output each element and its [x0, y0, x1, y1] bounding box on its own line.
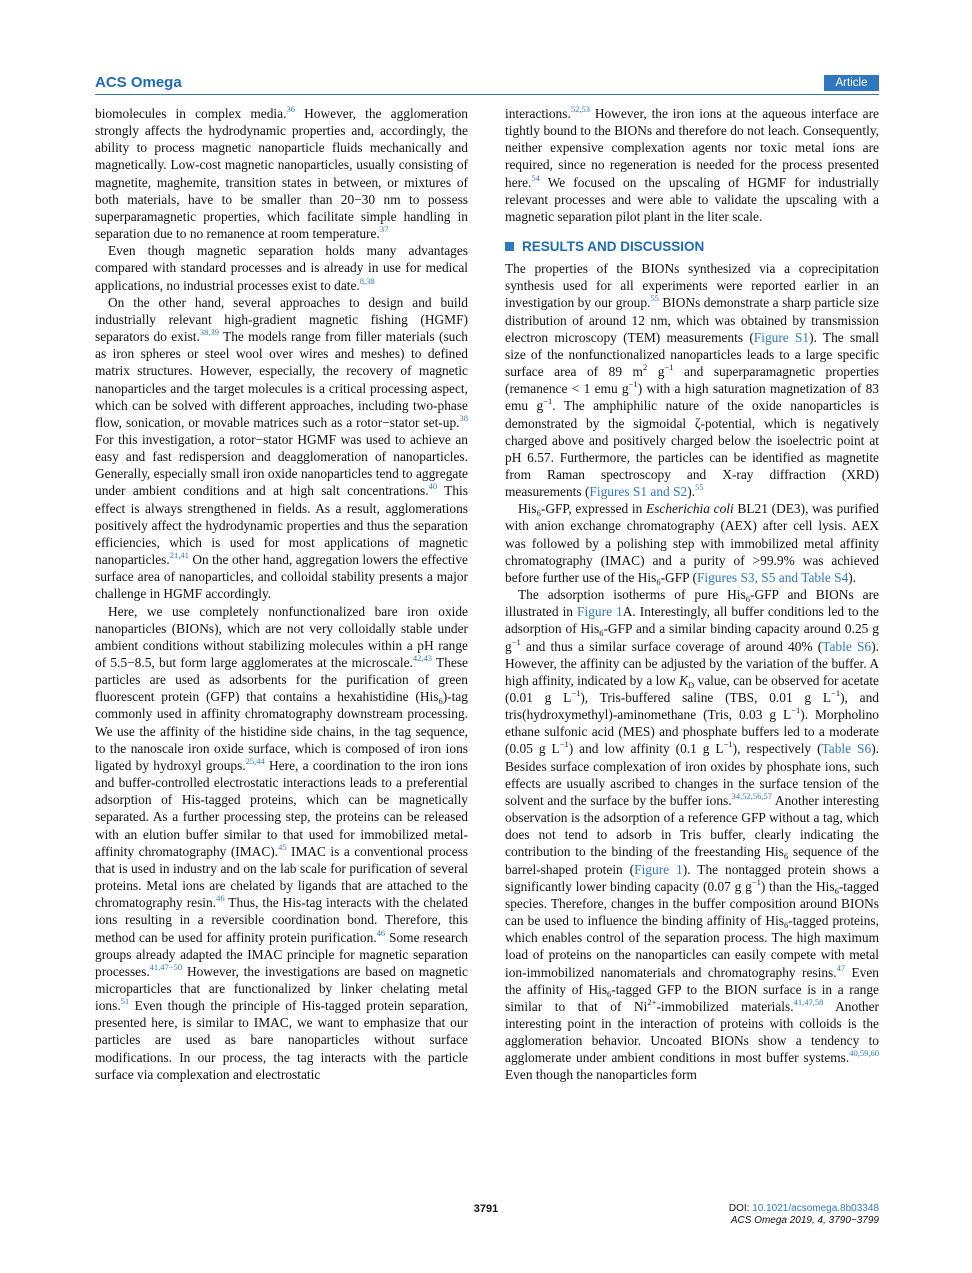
text-run: ). The nontagged protein shows a significantly lower binding capacity (0.07 g g [505, 861, 879, 894]
reference-link[interactable]: 51 [120, 996, 130, 1007]
text-run: ). [687, 484, 696, 500]
article-type-badge: Article [824, 75, 879, 91]
reference-link[interactable]: 41,47−50 [149, 961, 183, 972]
subscript: 6 [783, 851, 789, 862]
superscript: −1 [723, 739, 733, 750]
text-run: ). Morpholino ethane sulfonic acid (MES) and phosphate buffers led to a moderate (0.05 g L [505, 707, 879, 757]
left-column [95, 105, 468, 1190]
table-link[interactable]: Table S6 [821, 741, 872, 757]
figure-link[interactable]: Figures S3, S5 and Table S4 [696, 569, 849, 585]
text-run: sequence of the barrel-shaped protein ( [505, 844, 879, 877]
text-run: On the other hand, aggregation lowers the effective surface area of nanoparticles, and colloidal stability presents a major challenge in HGMF accordingly. [95, 552, 468, 602]
superscript: −1 [571, 688, 581, 698]
reference-link[interactable]: 40 [428, 481, 438, 492]
text-run: ). However, the affinity can be adjusted by the variation of the buffer. A high affinity, indicated by a low [505, 638, 879, 688]
text-run: We focused on the upscaling of HGMF for industrially relevant processes and were able to validate the upscaling with a magnetic separation pilot plant in the liter scale. [505, 174, 879, 224]
subscript: 6 [834, 885, 839, 896]
text-run: ) and low affinity (0.1 g L [568, 741, 724, 757]
text-run: ). [848, 569, 857, 585]
right-paragraph-2 [505, 260, 879, 500]
left-paragraph-4 [95, 603, 468, 1083]
text-run: A. Interestingly, all buffer conditions led to the adsorption of His [505, 604, 879, 637]
reference-link[interactable]: 41,47,58 [793, 996, 824, 1007]
page-header [95, 73, 879, 93]
figure-link[interactable]: Figure S1 [753, 329, 810, 345]
superscript: −1 [664, 362, 674, 373]
text-run: Some research groups already adapted the IMAC principle for magnetic separation processes. [95, 929, 468, 979]
doi-link[interactable]: 10.1021/acsomega.8b03348 [752, 1203, 879, 1214]
subscript: D [688, 679, 695, 690]
doi-line [729, 1203, 879, 1215]
subscript: 6 [656, 576, 661, 587]
text-run: biomolecules in complex media. [95, 106, 287, 121]
text-run: ), Tris-buffered saline (TBS, 0.01 g L [580, 690, 832, 705]
text-run: The models range from filler materials (such as iron spheres or steel wool over wires and meshes) to defined matrix structures. However, especially, the recovery of magnetic nanoparticles and the target molecules is a critical processing aspect, which can be solved with different approaches, including two-phase flow, sonication, or movable matrices such as a rotor−stator set-up. [95, 329, 468, 430]
reference-link[interactable]: 45 [278, 841, 287, 852]
reference-link[interactable]: 8,38 [359, 275, 375, 286]
text-run: On the other hand, several approaches to design and build industrially relevant high-gradient magnetic fishing (HGMF) separators do exist. [95, 294, 468, 345]
header-rule [95, 94, 879, 95]
text-run: This effect is always strengthened in fields. As a result, agglomerations positively affect the hydrodynamic properties and thus the separation efficiencies, which is used for most applications of magnetic nanoparticles. [95, 483, 468, 568]
text-run: IMAC is a conventional process that is used in industry and on the lab scale for purification of several proteins. Metal ions are chelated by ligands that are attached to the chromatography resin. [95, 843, 468, 911]
superscript: 2+ [647, 996, 657, 1007]
right-paragraph-1 [505, 105, 879, 225]
text-run: Even though the nanoparticles form [505, 1067, 697, 1083]
superscript: −1 [831, 688, 841, 698]
subscript: 6 [536, 508, 541, 519]
text-run: and thus a similar surface coverage of around 40% ( [520, 638, 823, 654]
text-run: . The amphiphilic nature of the oxide nanoparticles is demonstrated by the sigmoidal ζ-potential, which is negatively charged above and positively charged below the isoelectric point at pH 6.57. Furthermore, the particles can be identified as magnetite from Raman spectroscopy and X-ray diffraction (XRD) measurements ( [505, 398, 879, 500]
figure-link[interactable]: Figures S1 and S2 [589, 484, 688, 500]
text-run: Another interesting point in the interaction of proteins with colloids is the agglomeration behavior. Uncoated BIONs show a tendency to agglomerate under ambient conditions in most buffer systems. [505, 998, 879, 1066]
reference-link[interactable]: 38,39 [199, 327, 219, 338]
subscript: 6 [745, 594, 750, 605]
superscript: −1 [543, 396, 553, 407]
italic-term: K [679, 672, 689, 688]
superscript: −1 [559, 739, 569, 750]
reference-link[interactable]: 46 [216, 893, 225, 904]
reference-link[interactable]: 34,52,56,57 [731, 790, 772, 801]
text-run: -tagged GFP to the BION surface is in a range similar to that of Ni [505, 981, 879, 1014]
text-run: -GFP and BIONs are illustrated in [505, 587, 879, 620]
subscript: 6 [784, 920, 789, 931]
journal-name: ACS Omega [95, 74, 182, 91]
text-run: Even the affinity of His [505, 964, 879, 997]
text-run: )-tag commonly used in affinity chromatography downstream processing. We use the affinity of the histidine side chains, in the tag sequence, to the nanoscale iron oxide surface, which is composed of iron ions ligated by hydroxyl groups. [95, 689, 468, 773]
figure-link[interactable]: Figure 1 [634, 861, 683, 877]
text-run: BL21 (DE3), was purified with anion exchange chromatography (AEX) after cell lysis. AEX was followed by a polishing step with immobilized metal affinity chromatography (IMAC) and a purity of >99.9% was achieved before further use of the His [505, 501, 879, 585]
text-run: ) with a high saturation magnetization of 83 emu g [505, 381, 879, 414]
section-heading [505, 238, 879, 256]
text-run: However, the investigations are based on magnetic microparticles that are functionalized by linker chelating metal ions. [95, 963, 468, 1014]
text-run: -GFP and a similar binding capacity around 0.25 g g [505, 621, 879, 654]
text-run: Here, a coordination to the iron ions and buffer-controlled electrostatic interactions leads to a preferential adsorption of His-tagged proteins, which can be magnetically separated. As a further processing step, the proteins can be released with an elution buffer similar to that used for immobilized metal-affinity chromatography (IMAC). [95, 757, 468, 859]
text-run: g [647, 364, 665, 380]
superscript: 2 [642, 362, 648, 373]
text-run: and superparamagnetic properties (remanence < 1 emu g [505, 364, 879, 397]
right-column [505, 105, 879, 1190]
reference-link[interactable]: 36 [286, 105, 295, 114]
reference-link[interactable]: 25,44 [245, 755, 265, 766]
subscript: 6 [607, 988, 612, 999]
figure-link[interactable]: Figure 1 [577, 604, 623, 620]
doi-label: DOI: [728, 1203, 753, 1214]
section-heading-text: RESULTS AND DISCUSSION [522, 239, 705, 255]
right-paragraph-4 [505, 586, 879, 1084]
reference-link[interactable]: 55 [650, 293, 659, 304]
page-number: 3791 [473, 1203, 499, 1215]
text-run: value, can be observed for acetate (0.01 g L [505, 672, 879, 705]
superscript: −1 [751, 876, 761, 887]
journal-citation: ACS Omega 2019, 4, 3790−3799 [730, 1215, 879, 1226]
text-run: However, the agglomeration strongly affects the hydrodynamic properties and, accordingly, the ability to process magnetic nanoparticle fluids mechanically and magnetically. Low-cost magnetic nanoparticles, usually consisting of magnetite, maghemite, transition states in between, or mixtures of both materials, have to be smaller than 20−30 nm to possess superparamagnetic properties, which facilitate simple handling in separation due to no remanence at room temperature. [95, 106, 468, 242]
reference-link[interactable]: 38 [459, 412, 468, 423]
text-run: These particles are used as adsorbents for the purification of green fluorescent protein (GFP) that contains a hexahistidine (His [95, 655, 468, 705]
text-run: The properties of the BIONs synthesized via a coprecipitation synthesis used for all experiments were reported earlier in an investigation by our group. [505, 261, 879, 311]
footer-citation-block [729, 1203, 879, 1227]
reference-link[interactable]: 21,41 [169, 550, 189, 561]
text-run: interactions. [505, 106, 571, 121]
text-run: ). The small size of the nonfunctionalized nanoparticles leads to a large specific surface area of 89 m [505, 329, 879, 380]
text-run: Another interesting observation is the adsorption of a reference GFP without a tag, which does not tend to adsorb in Tris buffer, clearly indicating the contribution to the binding of the freestanding His [505, 792, 879, 860]
reference-link[interactable]: 47 [836, 962, 846, 973]
reference-link[interactable]: 42,43 [412, 653, 433, 663]
text-run: However, the iron ions at the aqueous interface are tightly bound to the BIONs and therefore do not leach. Consequently, neither expensive complexation agents nor toxic metal ions are required, since no regeneration is needed for the process presented here. [505, 106, 879, 190]
text-run: Thus, the His-tag interacts with the chelated ions resulting in a reversible coordination bond. Therefore, this method can be used for affinity protein purification. [95, 895, 468, 945]
text-run: -immobilized materials. [656, 998, 794, 1014]
left-paragraph-1 [95, 105, 468, 242]
left-paragraph-3 [95, 294, 468, 603]
table-link[interactable]: Table S6 [822, 638, 872, 654]
text-run: -tagged species. Therefore, changes in the buffer composition around BIONs can be used to influence the binding affinity of His [505, 878, 879, 929]
text-run: ) than the His [760, 878, 835, 894]
left-paragraph-2 [95, 242, 468, 293]
text-run: ). Besides surface complexation of iron oxides by phosphate ions, such effects are usually ascribed to changes in the surface tension of the solvent and the surface by the buffer ions. [505, 741, 879, 808]
right-paragraph-3 [505, 500, 879, 586]
subscript: 6 [438, 696, 443, 707]
reference-link[interactable]: 55 [695, 482, 704, 493]
text-run: -tagged proteins, which enables control of the separation process. The high maximum load of proteins on the nanoparticles can easily compete with metal ion-immobilized nanomaterials and chromatography resins. [505, 913, 879, 980]
superscript: −1 [628, 379, 638, 390]
text-run: The adsorption isotherms of pure His [518, 587, 746, 603]
reference-link[interactable]: 46 [376, 927, 386, 938]
text-run: -GFP ( [660, 569, 697, 585]
text-run: Here, we use completely nonfunctionalized bare iron oxide nanoparticles (BIONs), which are not very colloidally stable under ambient conditions without stabilizing molecules within a pH range of 5.5−8.5, but form large agglomerates at the microscale. [95, 603, 468, 670]
subscript: 6 [599, 628, 604, 639]
text-run: His [518, 501, 537, 517]
section-bullet-icon [505, 242, 514, 251]
text-run: Even though the principle of His-tagged protein separation, presented here, is similar to IMAC, we want to emphasize that our particles are used as bare nanoparticles without surface modifications. In our process, the tag interacts with the particle surface via complexation and electrostatic [95, 998, 468, 1082]
reference-link[interactable]: 54 [531, 172, 540, 183]
text-run: Even though magnetic separation holds many advantages compared with standard processes and is already in use for medical applications, no industrial processes exist to date. [95, 243, 468, 293]
italic-term: Escherichia coli [646, 501, 734, 517]
reference-link[interactable]: 37 [379, 224, 389, 235]
text-run: BIONs demonstrate a sharp particle size distribution of around 12 nm, which was obtained by transmission electron microscopy (TEM) measurements ( [505, 295, 879, 345]
superscript: −1 [511, 636, 521, 647]
superscript: −1 [791, 705, 801, 716]
text-run: -GFP, expressed in [540, 501, 647, 517]
text-run: ), and tris(hydroxymethyl)-aminomethane (Tris, 0.03 g L [505, 690, 879, 723]
reference-link[interactable]: 40,59,60 [849, 1048, 879, 1059]
reference-link[interactable]: 52,53 [570, 105, 590, 114]
text-run: For this investigation, a rotor−stator HGMF was used to achieve an easy and fast redispersion and deagglomeration of nanoparticles. Generally, especially small iron oxide nanoparticles tend to aggregate under ambient conditions and at high salt concentrations. [95, 431, 468, 499]
text-run: ), respectively ( [732, 741, 822, 757]
